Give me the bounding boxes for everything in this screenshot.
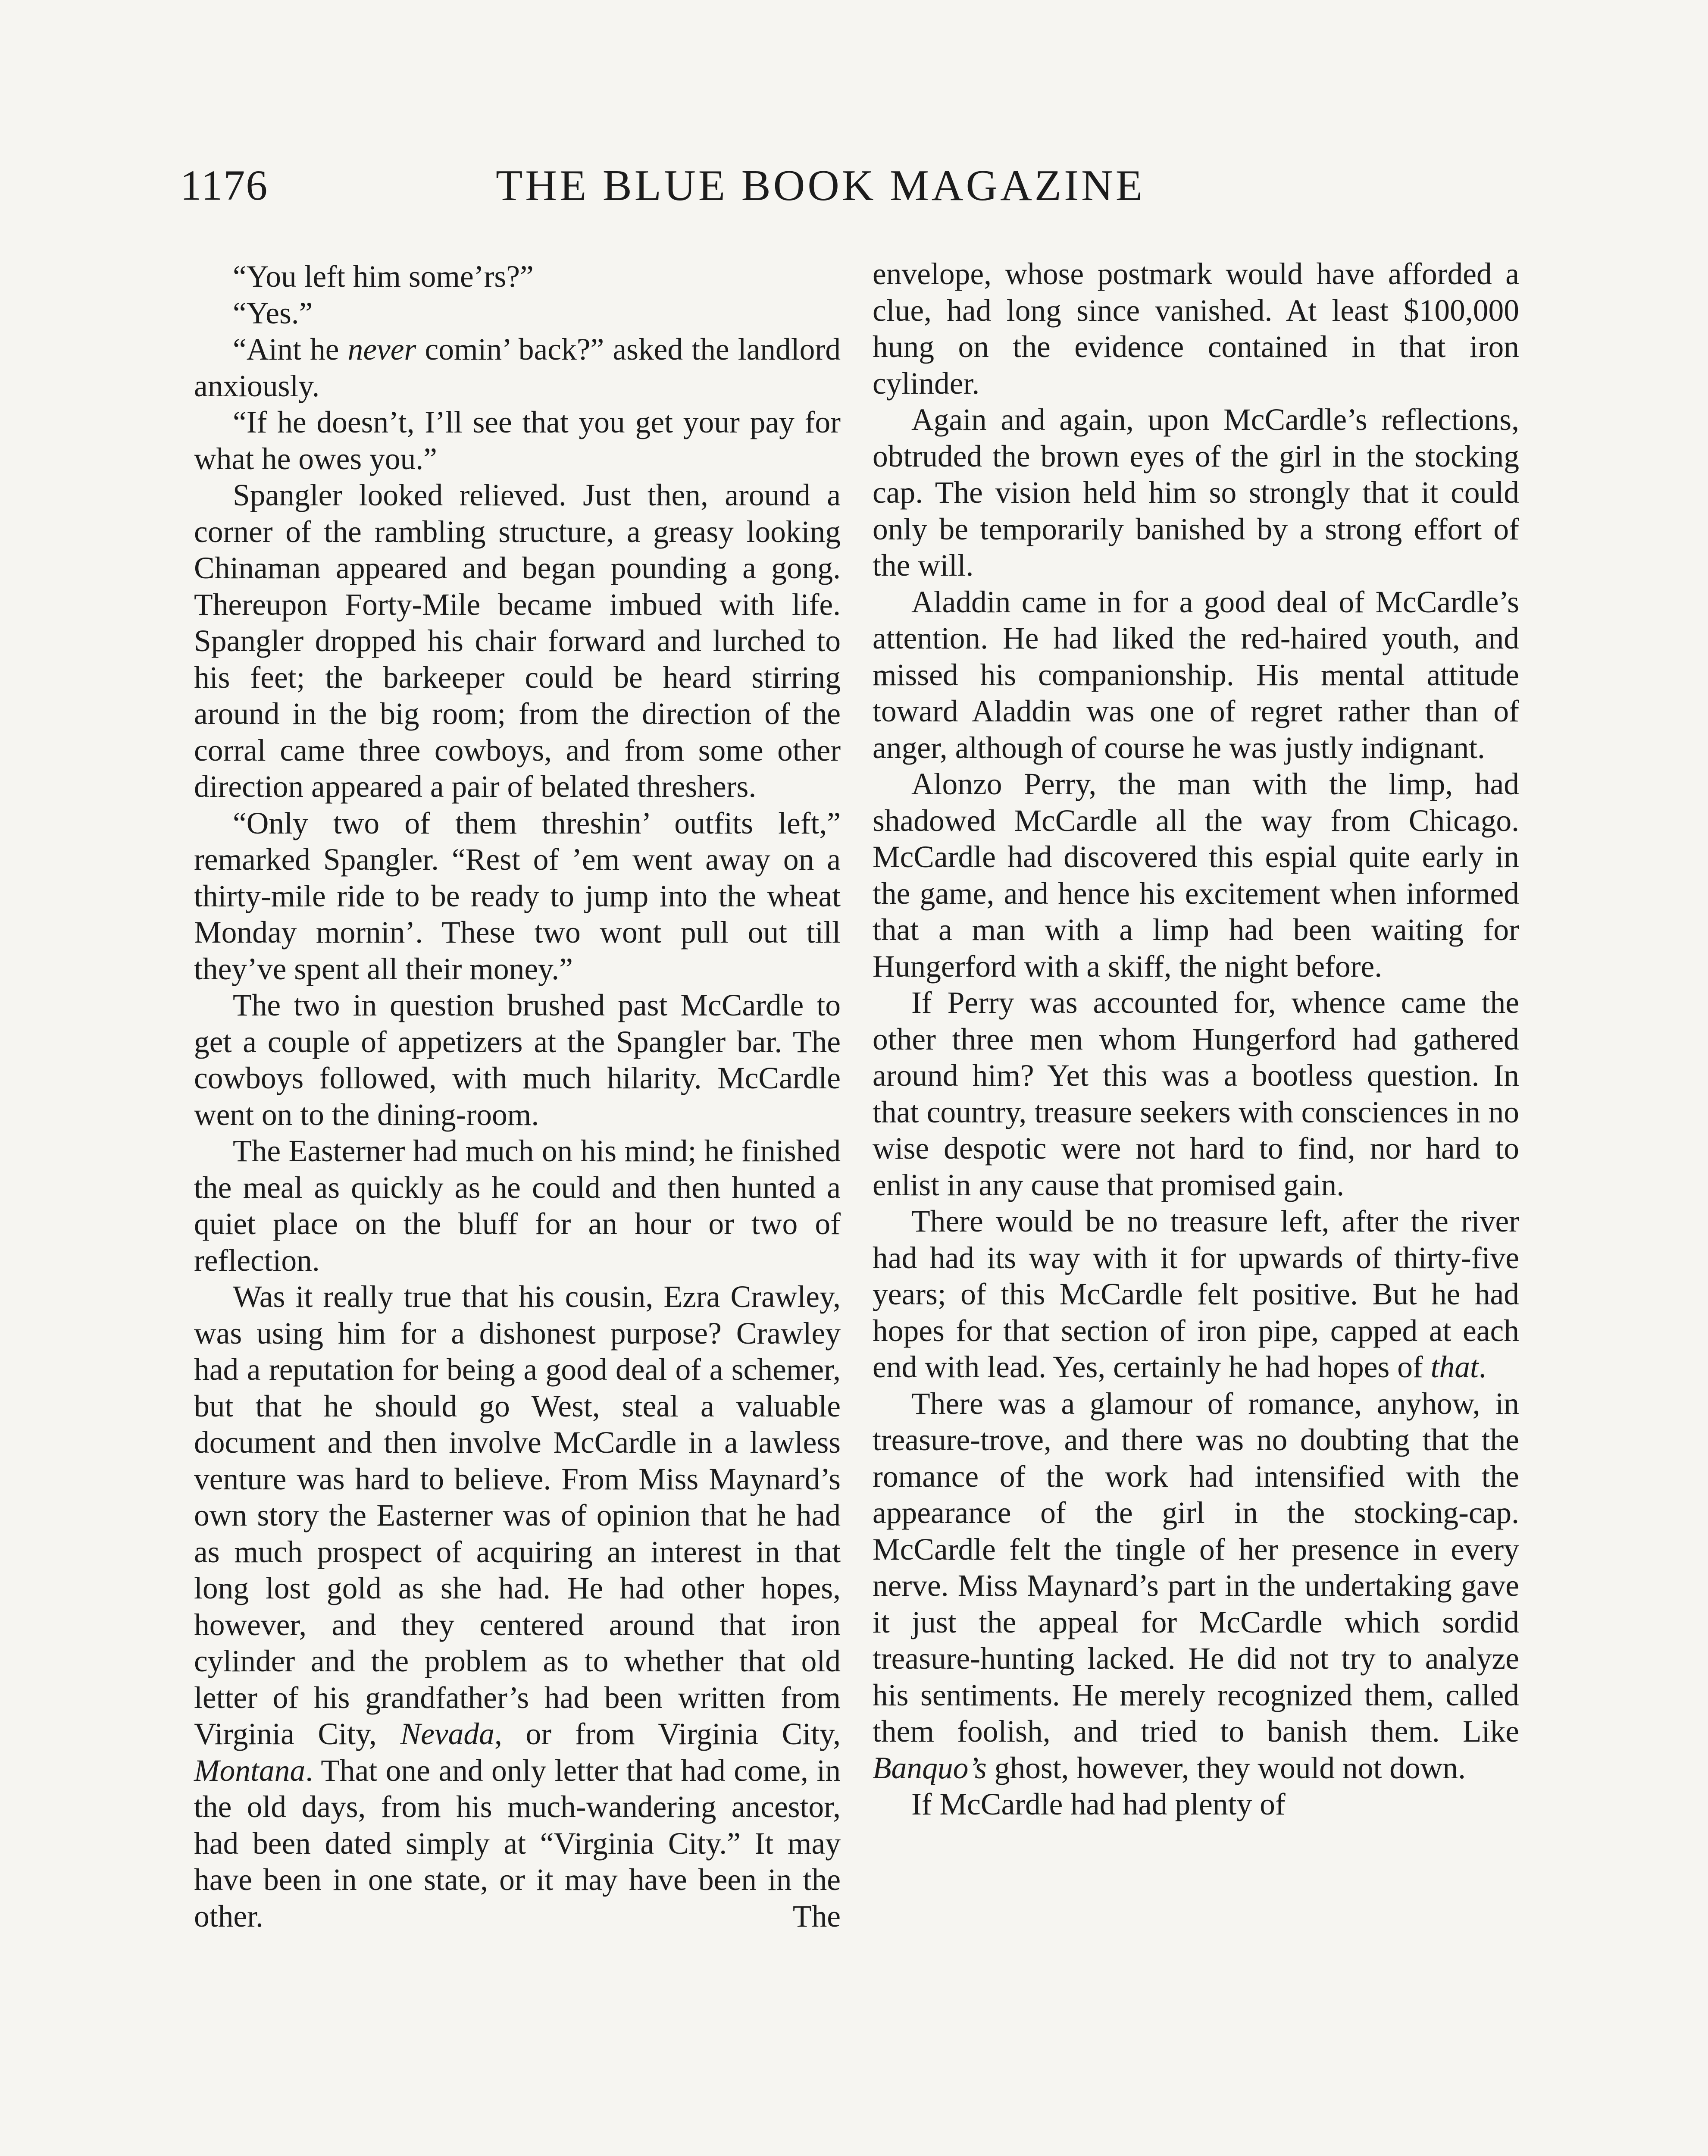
running-head: THE BLUE BOOK MAGAZINE: [496, 161, 1145, 210]
body-text: The two in question brushed past McCardle to get a couple of appetizers at the Spangler bar. The cowboys followed, with much hilarity. McCardle went on to the dining-room.: [194, 988, 841, 1132]
body-text: “Yes.”: [233, 296, 313, 330]
body-text: Alonzo Perry, the man with the limp, had shadowed McCardle all the way from Chicago. McCardle had discovered this espial quite early in the game, and hence his excitement when informed that a man with a limp had been waiting for Hungerford with a skiff, the night before.: [873, 767, 1519, 984]
body-text: ghost, however, they would not down.: [986, 1751, 1466, 1785]
italic-text: never: [347, 332, 416, 367]
left-column-paragraph: [194, 404, 841, 477]
left-column-paragraph: [194, 1279, 841, 1935]
left-column-paragraph: [194, 987, 841, 1133]
page-number: 1176: [180, 161, 269, 209]
body-text: There was a glamour of romance, anyhow, in treasure-trove, and there was no doubting that the romance of the work had intensified with the appearance of the girl in the stocking-cap. McCardle felt the tingle of her presence in every nerve. Miss Maynard’s part in the undertaking gave it just the appeal for McCardle which sordid treasure-hunting lacked. He did not try to analyze his sentiments. He merely recognized them, called them foolish, and tried to banish them. Like: [873, 1386, 1519, 1749]
body-text: Again and again, upon McCardle’s reflections, obtruded the brown eyes of the girl in the stocking cap. The vision held him so strongly that it could only be temporarily banished by a strong effort of the will.: [873, 403, 1519, 583]
italic-text: Nevada: [400, 1717, 494, 1751]
body-text: , or from Virginia City,: [494, 1717, 841, 1751]
body-text: “Aint he: [233, 332, 348, 367]
left-column-paragraph: [194, 805, 841, 988]
italic-text: that: [1430, 1350, 1479, 1384]
left-column-paragraph: [194, 477, 841, 805]
body-text: If McCardle had had plenty of: [911, 1787, 1286, 1821]
left-column-paragraph: [194, 259, 841, 295]
left-column-paragraph: [194, 332, 841, 404]
body-text: Aladdin came in for a good deal of McCardle’s attention. He had liked the red-haired youth, and missed his companionship. His mental attitude toward Aladdin was one of regret rather than of anger, although of course he was justly indignant.: [873, 585, 1519, 765]
body-text: Was it really true that his cousin, Ezra Crawley, was using him for a dishonest purpose? Crawley had a reputation for being a good deal of a schemer, but that he should go West, steal a valuable document and then involve McCardle in a lawless venture was hard to believe. From Miss Maynard’s own story the Easterner was of opinion that he had as much prospect of acquiring an interest in that long lost gold as she had. He had other hopes, however, and they centered around that iron cylinder and the problem as to whether that old letter of his grandfather’s had been written from Virginia City,: [194, 1280, 841, 1751]
left-column-paragraph: [194, 295, 841, 332]
body-text: envelope, whose postmark would have afforded a clue, had long since vanished. At least $100,000 hung on the evidence contained in that iron cylinder.: [873, 257, 1519, 401]
body-text: . That one and only letter that had come, in the old days, from his much-wandering ancestor, had been dated simply at “Virginia City.” It may have been in one state, or it may have been in the other. The: [194, 1753, 841, 1934]
italic-text: Montana: [194, 1753, 306, 1788]
body-text: “If he doesn’t, I’ll see that you get your pay for what he owes you.”: [194, 405, 841, 476]
body-text: “You left him some’rs?”: [233, 260, 534, 294]
right-column-paragraph: [873, 766, 1519, 985]
body-text: There would be no treasure left, after the river had had its way with it for upwards of thirty-five years; of this McCardle felt positive. But he had hopes for that section of iron pipe, capped at each end with lead. Yes, certainly he had hopes of: [873, 1204, 1519, 1384]
body-text: .: [1478, 1350, 1486, 1384]
italic-text: Banquo’s: [873, 1751, 987, 1785]
right-column-paragraph: [873, 256, 1519, 402]
left-column-paragraph: [194, 1133, 841, 1279]
text-column-left: [194, 259, 841, 1935]
right-column-paragraph: [873, 1386, 1519, 1787]
text-column-right: [873, 256, 1519, 1823]
body-text: If Perry was accounted for, whence came the other three men whom Hungerford had gathered around him? Yet this was a bootless question. In that country, treasure seekers with consciences in no wise despotic were not hard to find, nor hard to enlist in any cause that promised gain.: [873, 986, 1519, 1202]
right-column-paragraph: [873, 1786, 1519, 1823]
body-text: Spangler looked relieved. Just then, around a corner of the rambling structure, a greasy looking Chinaman appeared and began pounding a gong. Thereupon Forty-Mile became imbued with life. Spangler dropped his chair forward and lurched to his feet; the barkeeper could be heard stirring around in the big room; from the direction of the corral came three cowboys, and from some other direction appeared a pair of belated threshers.: [194, 478, 841, 804]
right-column-paragraph: [873, 402, 1519, 584]
right-column-paragraph: [873, 985, 1519, 1203]
body-text: The Easterner had much on his mind; he finished the meal as quickly as he could and then hunted a quiet place on the bluff for an hour or two of reflection.: [194, 1134, 841, 1278]
right-column-paragraph: [873, 1203, 1519, 1386]
body-text: comin’ back?” asked the landlord anxiously.: [194, 332, 841, 403]
body-text: “Only two of them threshin’ outfits left,” remarked Spangler. “Rest of ’em went away on a thirty-mile ride to be ready to jump into the wheat Monday mornin’. These two wont pull out till they’ve spent all their money.”: [194, 806, 841, 986]
right-column-paragraph: [873, 584, 1519, 767]
